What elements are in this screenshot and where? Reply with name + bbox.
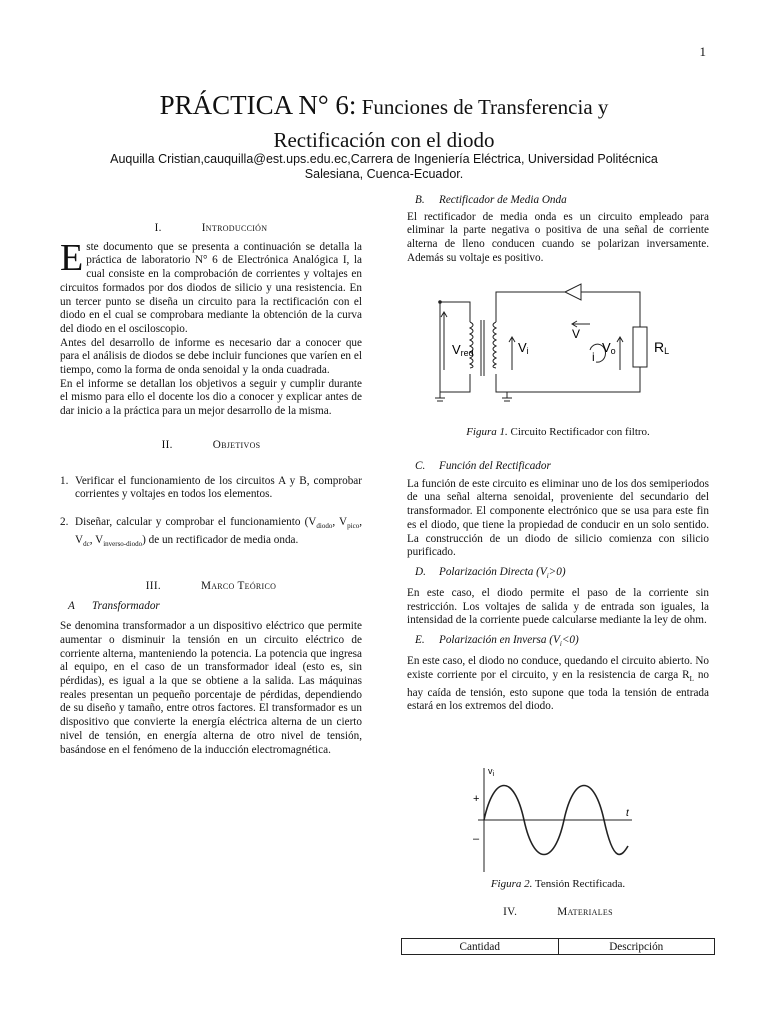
materials-table [401,938,715,955]
sine-waveform-figure [470,764,640,874]
table-header-row [402,939,715,955]
table-header-cell: Cantidad [402,939,559,955]
subsection-d-title: D. Polarización Directa $(V_i>0)$ [415,565,566,581]
figure-1-caption: Figura 1. Circuito Rectificador con filtro. [466,426,650,438]
svg-text:+: + [473,793,480,805]
svg-text:Vo: Vo [602,340,616,356]
subsection-a-text: Se denomina transformador a un dispositivo eléctrico que permite aumentar o disminuir la tensión en un circuito eléctrico de corriente alterna, manteniendo la potencia. La potencia que ingresa al equipo, en el caso de un transformador ideal (esto es, sin pérdidas), es igual a la que se obtiene a la salida. Las máquinas reales presentan un pequeño porcentaje de pérdidas, dependiendo de su diseño y tamaño, entre otros factores. El transformador es un dispositivo que convierte la energía eléctrica alterna de un cierto nivel de tensión, en energía alterna de otro nivel de tensión, basándose en el fenómeno de la inducción electromagnética. [60,620,362,756]
svg-text:i: i [592,350,595,364]
right-column [407,194,709,266]
subsection-b-text: El rectificador de media onda es un circuito empleado para eliminar la parte negativa o positiva de una señal de corriente alterna de lleno conducen cuando se polarizan inversamente. Además su voltaje es positivo. [407,210,709,264]
svg-text:–: – [473,833,480,845]
section-objectives-heading: II. Objetivos [161,438,261,451]
svg-text:t: t [626,808,629,819]
title-line2: Rectificación con el diodo [273,128,495,152]
paper-title [0,90,768,156]
subsection-d-text: En este caso, el diodo permite el paso de la corriente sin restricción. Los voltajes de salida y de entrada son iguales, la intensidad de la corriente puede calcularse mediante la ley de ohm. [407,586,709,627]
page-number: 1 [699,44,706,59]
subsection-c-text: La función de este circuito es eliminar uno de los dos semiperiodos de una señal alterna senoidal, proveniente del secundario del transformador. El componente electrónico que se usa para este fin es el diodo, que tiene la propiedad de conducir en un solo sentido. La construcción de un diodo de silicio comienza con silicio purificado. [407,477,709,559]
section-theory-heading: III. Marco Teórico [145,579,277,592]
subsection-a-title: A Transformador [68,599,160,612]
objective-item-1: 1. Verificar el funcionamiento de los circuitos A y B, comprobar corrientes y voltajes en todos los elementos. [60,474,362,501]
right-column-lower [407,460,709,714]
intro-p2: Antes del desarrollo de informe es necesario dar a conocer que para el análisis de diodos se debe incluir funciones que varíen en el tiempo, como la forma de onda senoidal y la onda cuadrada. [60,336,362,377]
authors-line1: Auquilla Cristian,cauquilla@est.ups.edu.ec,Carrera de Ingeniería Eléctrica, Universidad Politécnica [110,152,658,166]
rectifier-circuit-diagram [430,282,690,412]
figure-2-caption: Figura 2. Tensión Rectificada. [490,878,626,890]
svg-text:RL: RL [654,339,670,356]
subsection-c-title: C. Función del Rectificador [415,460,551,472]
left-column [60,222,362,757]
svg-text:V: V [572,327,581,341]
subsection-e-text: En este caso, el diodo no conduce, quedando el circuito abierto. No existe corriente por el circuito, y en la resistencia de carga $R_L$ no hay caída de tensión, esto supone que toda la tensión de entrada estará en los extremos del diodo. [407,654,709,713]
subsection-b-title: B. Rectificador de Media Onda [415,194,567,206]
section-materials-heading: IV. Materiales [503,906,613,918]
title-prefix: PRÁCTICA N° 6: [159,90,357,120]
svg-text:Vred: Vred [452,342,474,358]
subsection-e-title: E. Polarización en Inversa $(V_i<0)$ [415,633,579,649]
objective-item-2: 2. Diseñar, calcular y comprobar el funcionamiento ($V_{diodo}$, $V_{pico}$, $V_{dc}$, $V_{inverso-diodo}$) de un rectificador de media onda. [60,515,362,549]
authors-line2: Salesiana, Cuenca-Ecuador. [304,167,464,181]
intro-body [60,236,362,419]
svg-text:vi: $v_i$ [488,766,495,778]
intro-p3: En el informe se detallan los objetivos a seguir y cumplir durante el mismo para ello el docente los dio a conocer y explicar antes de dar inicio a la práctica para un mejor desarrollo de la misma. [60,377,362,418]
section-intro-heading: I. Introducción [154,222,268,234]
title-line1: Funciones de Transferencia y [356,95,609,119]
intro-p1: Este documento que se presenta a continuación se detalla la práctica de laboratorio N° 6 de Electrónica Analógica I, la cual consiste en la comprobación de corrientes y voltajes en circuitos formados por dos diodos de silicio y una resistencia. En un tercer punto se diseña un circuito para la rectificación con el diodo en el cual se comprobara mediante la obtención de la curva del diodo en el osciloscopio. [60,236,362,335]
svg-text:Vi: Vi [518,340,529,356]
table-header-cell: Descripción [558,939,715,955]
authors [70,152,698,182]
objectives-list [60,475,362,552]
dropcap: E [60,236,84,279]
